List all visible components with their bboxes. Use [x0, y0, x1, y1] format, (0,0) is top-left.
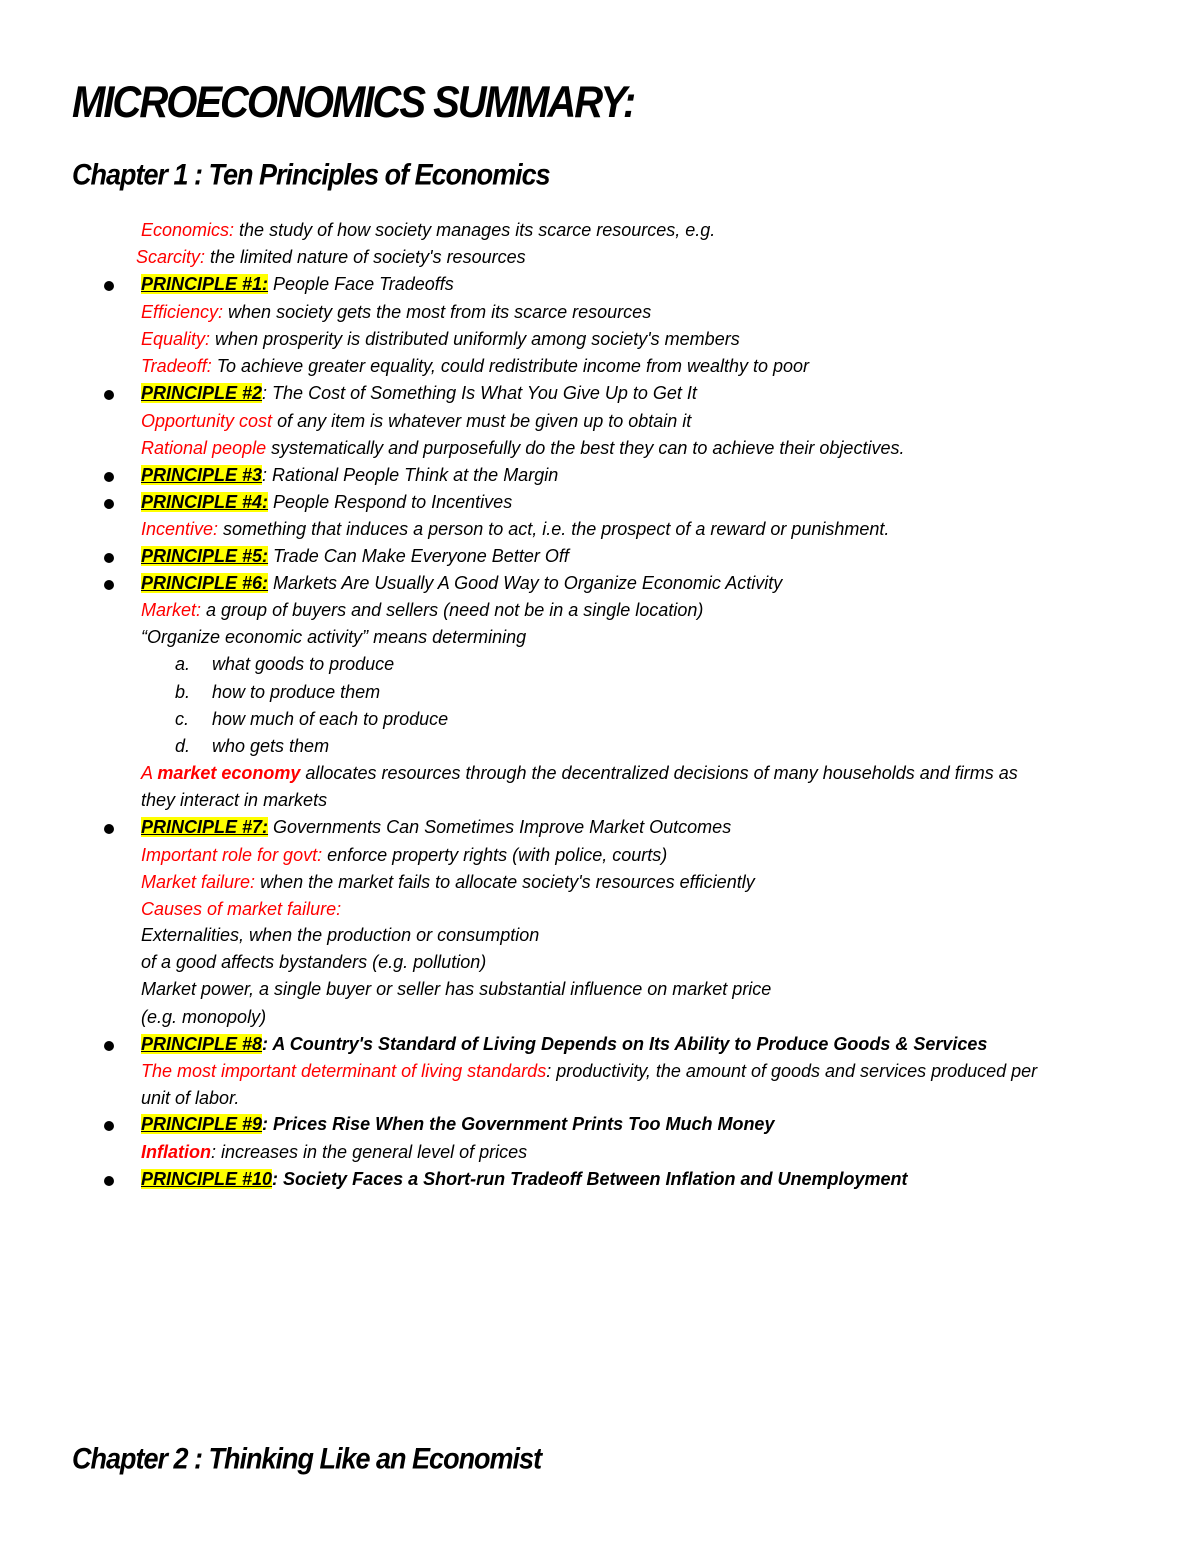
tradeoff-definition: Tradeoff: To achieve greater equality, could redistribute income from wealthy to poor: [141, 356, 810, 376]
bullet-icon: [104, 824, 114, 834]
govt-role-definition: Important role for govt: enforce property rights (with police, courts): [141, 845, 668, 865]
principle-10: PRINCIPLE #10: Society Faces a Short-run Tradeoff Between Inflation and Unemployment: [141, 1169, 908, 1189]
list-item: b. how to produce them: [175, 682, 381, 702]
equality-definition: Equality: when prosperity is distributed uniformly among society's members: [141, 329, 740, 349]
market-failure-definition: Market failure: when the market fails to allocate society's resources efficiently: [141, 872, 755, 892]
list-item: c. how much of each to produce: [175, 709, 449, 729]
bullet-icon: [104, 1041, 114, 1051]
causes-heading: Causes of market failure:: [141, 899, 342, 919]
principle-6: PRINCIPLE #6: Markets Are Usually A Good Way to Organize Economic Activity: [141, 573, 783, 593]
bullet-icon: [104, 1121, 114, 1131]
bullet-icon: [104, 553, 114, 563]
organize-statement: “Organize economic activity” means determining: [141, 627, 527, 647]
bullet-icon: [104, 390, 114, 400]
list-item: d. who gets them: [175, 736, 330, 756]
market-power-continuation: (e.g. monopoly): [141, 1007, 267, 1027]
principle-5: PRINCIPLE #5: Trade Can Make Everyone Better Off: [141, 546, 569, 566]
principle-2: PRINCIPLE #2: The Cost of Something Is What You Give Up to Get It: [141, 383, 697, 403]
economics-definition: Economics: the study of how society manages its scarce resources, e.g.: [141, 220, 716, 240]
incentive-definition: Incentive: something that induces a person to act, i.e. the prospect of a reward or punishment.: [141, 519, 890, 539]
externalities-text: Externalities, when the production or consumption: [141, 925, 540, 945]
bullet-icon: [104, 580, 114, 590]
bullet-icon: [104, 499, 114, 509]
scarcity-definition: Scarcity: the limited nature of society's resources: [136, 247, 526, 267]
principle-3: PRINCIPLE #3: Rational People Think at the Margin: [141, 465, 559, 485]
bullet-icon: [104, 1176, 114, 1186]
opportunity-cost-definition: Opportunity cost of any item is whatever must be given up to obtain it: [141, 411, 692, 431]
inflation-definition: Inflation: increases in the general level of prices: [141, 1142, 528, 1162]
market-definition: Market: a group of buyers and sellers (need not be in a single location): [141, 600, 704, 620]
externalities-continuation: of a good affects bystanders (e.g. pollution): [141, 952, 487, 972]
principle-4: PRINCIPLE #4: People Respond to Incentives: [141, 492, 513, 512]
rational-people-definition: Rational people systematically and purposefully do the best they can to achieve their objectives.: [141, 438, 905, 458]
principle-1: PRINCIPLE #1: People Face Tradeoffs: [141, 274, 454, 294]
market-economy-continuation: they interact in markets: [141, 790, 328, 810]
page-title: MICROECONOMICS SUMMARY:: [72, 78, 635, 128]
market-power-text: Market power, a single buyer or seller has substantial influence on market price: [141, 979, 772, 999]
bullet-icon: [104, 472, 114, 482]
list-item: a. what goods to produce: [175, 654, 395, 674]
principle-7: PRINCIPLE #7: Governments Can Sometimes Improve Market Outcomes: [141, 817, 732, 837]
living-standards-definition: The most important determinant of living standards: productivity, the amount of goods and services produced per: [141, 1061, 1038, 1081]
chapter-2-heading: Chapter 2 : Thinking Like an Economist: [72, 1442, 542, 1475]
principle-9: PRINCIPLE #9: Prices Rise When the Government Prints Too Much Money: [141, 1114, 775, 1134]
bullet-icon: [104, 281, 114, 291]
market-economy-definition: A market economy allocates resources through the decentralized decisions of many households and firms as: [141, 763, 1018, 783]
living-standards-continuation: unit of labor.: [141, 1088, 240, 1108]
chapter-1-heading: Chapter 1 : Ten Principles of Economics: [72, 158, 550, 191]
efficiency-definition: Efficiency: when society gets the most from its scarce resources: [141, 302, 652, 322]
principle-8: PRINCIPLE #8: A Country's Standard of Living Depends on Its Ability to Produce Goods & Services: [141, 1034, 988, 1054]
